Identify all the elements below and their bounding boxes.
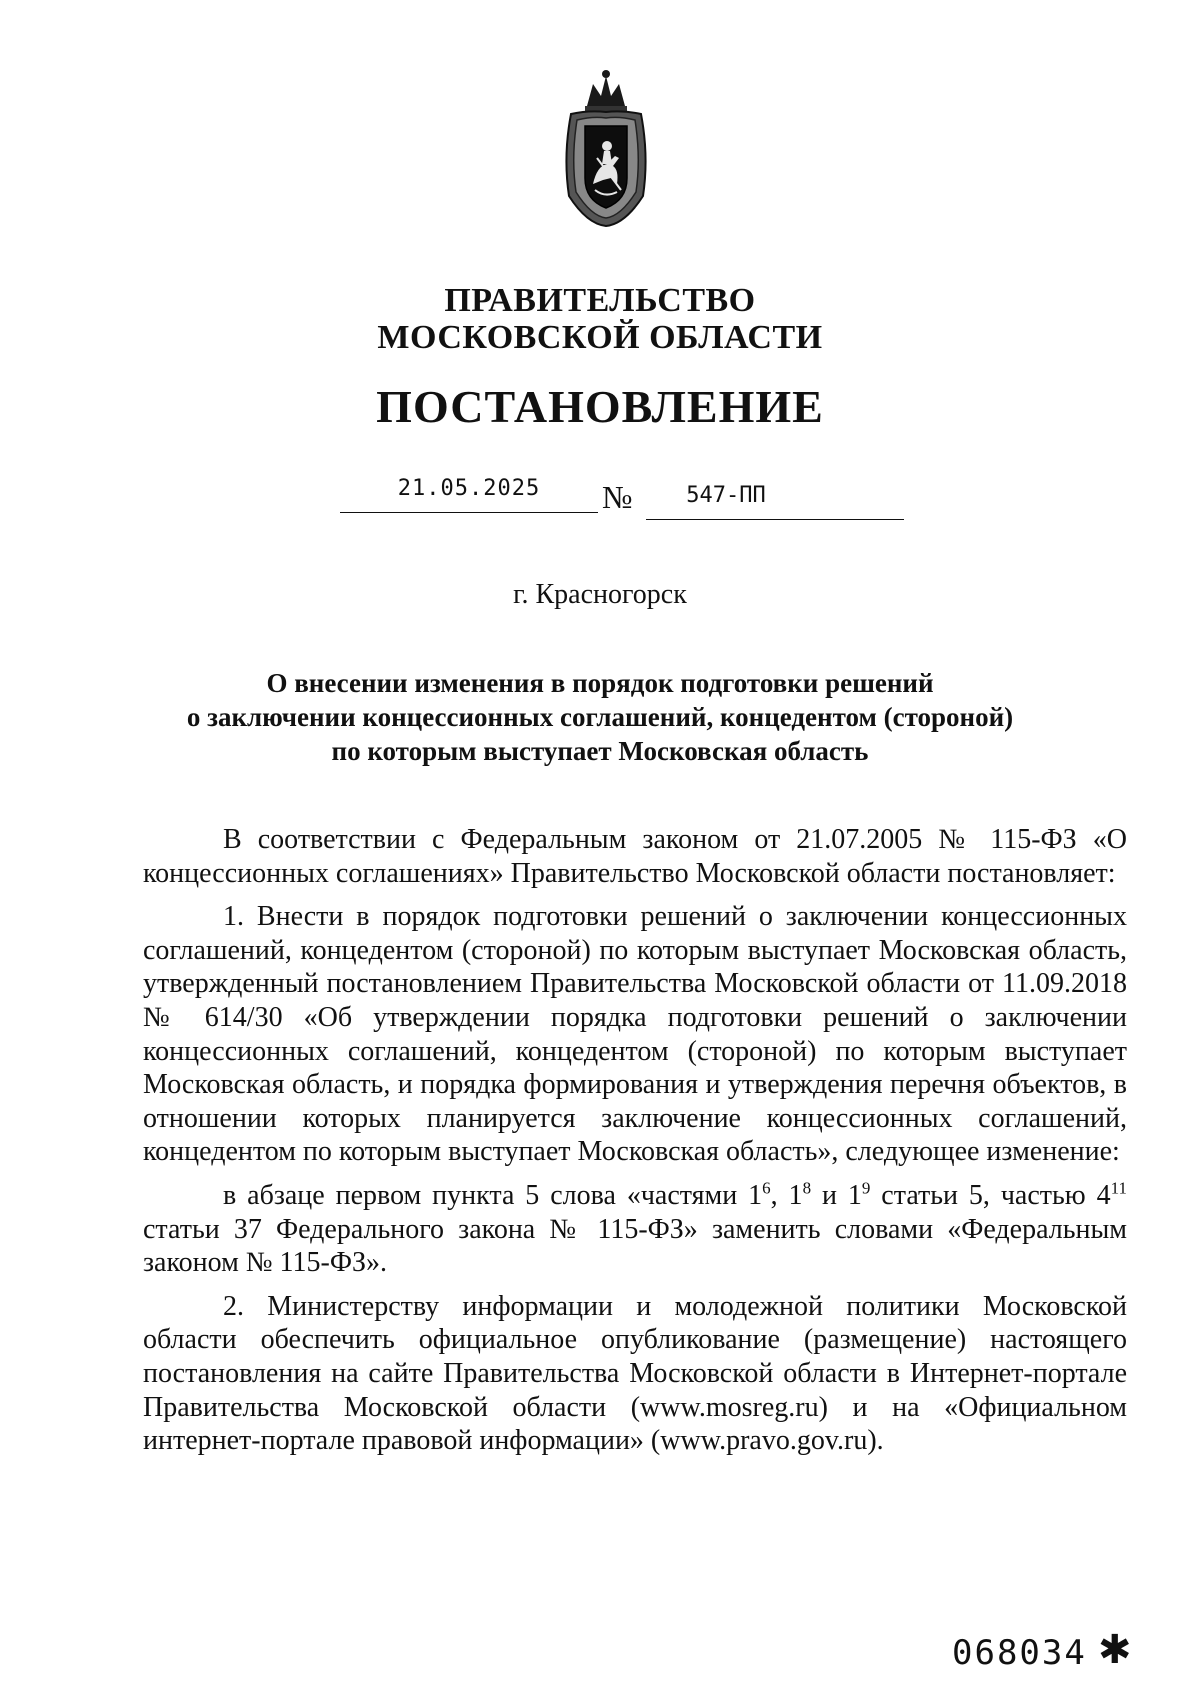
document-subject [150, 666, 1050, 768]
document-number: 547-ПП [686, 483, 766, 508]
superscript: 8 [802, 1178, 812, 1198]
asterisk-icon: ✱ [1098, 1627, 1132, 1672]
subject-line: о заключении концессионных соглашений, концедентом (стороной) [186, 702, 1014, 732]
superscript: 11 [1110, 1178, 1128, 1198]
amendment-text: в абзаце первом пункта 5 слова «частями 1 [223, 1179, 763, 1211]
city: г. Красногорск [513, 579, 687, 610]
amendment-text: статьи 5, частью 4 [870, 1179, 1111, 1211]
serial-number-stamp: 068034 [952, 1633, 1087, 1673]
amendment-text: и 1 [811, 1179, 862, 1211]
amendment-paragraph [143, 1179, 1127, 1280]
amendment-text: , 1 [770, 1179, 803, 1211]
subject-line: О внесении изменения в порядок подготовки решений [266, 668, 934, 698]
subject-line: по которым выступает Московская область [331, 736, 869, 766]
document-date: 21.05.2025 [397, 476, 541, 501]
document-body [143, 823, 1127, 1468]
item-2-paragraph: 2. Министерству информации и молодежной политики Московской области обеспечить официальное опубликование (размещение) настоящего постановления на сайте Правительства Московской области в Интернет-портале Правительства Московской области (www.mosreg.ru) и на «Официальном интернет-портале правовой информации» (www.pravo.gov.ru). [143, 1290, 1127, 1457]
document-type: ПОСТАНОВЛЕНИЕ [376, 381, 824, 432]
superscript: 9 [861, 1178, 871, 1198]
amendment-text: статьи 37 Федерального закона № 115-ФЗ» заменить словами «Федеральным законом № 115-ФЗ». [143, 1213, 1127, 1279]
organization-name-line2: МОСКОВСКОЙ ОБЛАСТИ [377, 319, 823, 356]
coat-of-arms-emblem [557, 66, 655, 228]
preamble-paragraph: В соответствии с Федеральным законом от 21.07.2005 № 115-ФЗ «О концессионных соглашениях» Правительство Московской области постановляет: [143, 824, 1127, 889]
superscript: 6 [762, 1178, 771, 1198]
date-underline [340, 512, 598, 513]
item-1-paragraph: 1. Внести в порядок подготовки решений о заключении концессионных соглашений, концедентом (стороной) по которым выступает Московская область, утвержденный постановлением Правительства Московской области от 11.09.2018 № 614/30 «Об утверждении порядка подготовки решений о заключении концессионных соглашений, концедентом (стороной) по которым выступает Московская область, и порядка формирования и утверждения перечня объектов, в отношении которых планируется заключение концессионных соглашений, концедентом по которым выступает Московская область», следующее изменение: [143, 901, 1127, 1168]
organization-name-line1: ПРАВИТЕЛЬСТВО [444, 282, 756, 319]
number-sign: № [602, 479, 633, 515]
number-underline [646, 519, 904, 520]
